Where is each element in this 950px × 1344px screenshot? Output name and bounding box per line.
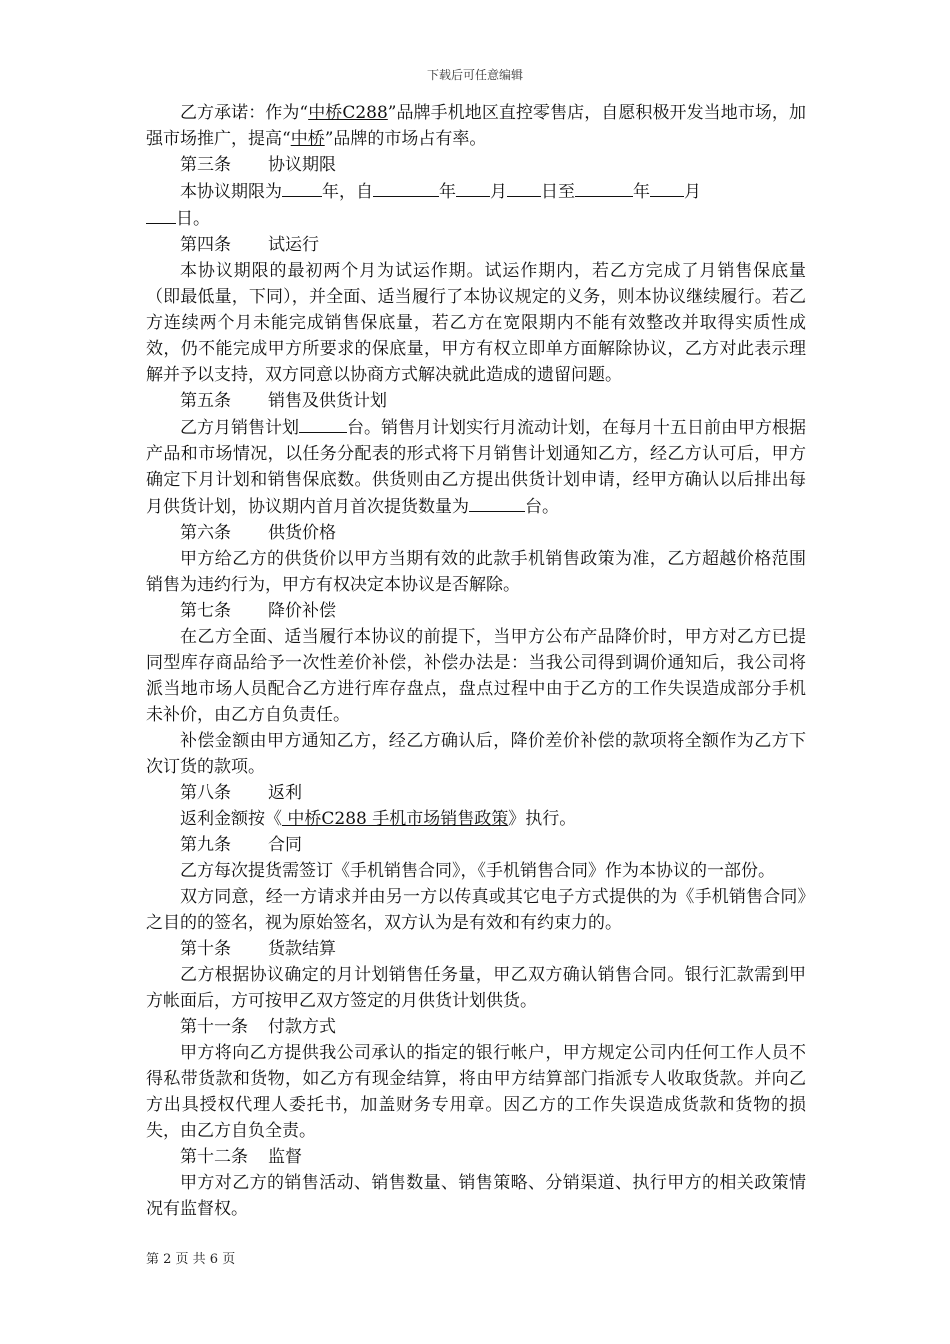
article-number: 第十二条 <box>180 1147 248 1167</box>
blank-field <box>456 178 490 197</box>
commitment-text: ”品牌手机地区直控零售店，自愿积极开发当地市场，加强市场推广，提高“ <box>146 103 806 149</box>
article-text: 返利金额按《 <box>180 809 282 829</box>
article-title: 货款结算 <box>268 939 336 959</box>
article-text: 月 <box>490 182 507 202</box>
article-heading <box>146 780 806 806</box>
article-heading <box>146 1144 806 1170</box>
article-heading <box>146 388 806 414</box>
article-text: 日至 <box>541 182 575 202</box>
article-text: 台。销售月计划实行月流动计划，在每月十五日前由甲方根据产品和市场情况，以任务分配表的形式将下月销售计划通知乙方，经乙方认可后，甲方确定下月计划和销售保底数。供货则由乙方提出供货计划申请，经甲方确认以后排出每月供货计划，协议期内首月首次提货数量为 <box>146 418 806 517</box>
article-number: 第三条 <box>180 155 231 175</box>
article-paragraph: 在乙方全面、适当履行本协议的前提下，当甲方公布产品降价时，甲方对乙方已提同型库存商品给予一次性差价补偿，补偿办法是：当我公司得到调价通知后，我公司将派当地市场人员配合乙方进行库存盘点，盘点过程中由于乙方的工作失误造成部分手机未补价，由乙方自负责任。 <box>146 627 806 725</box>
document-body <box>146 100 806 1222</box>
article-paragraph: 补偿金额由甲方通知乙方，经乙方确认后，降价差价补偿的款项将全额作为乙方下次订货的款项。 <box>146 731 806 777</box>
article-paragraph: 双方同意，经一方请求并由另一方以传真或其它电子方式提供的为《手机销售合同》之目的的签名，视为原始签名，双方认为是有效和有约束力的。 <box>146 887 806 933</box>
article-paragraph: 甲方对乙方的销售活动、销售数量、销售策略、分销渠道、执行甲方的相关政策情况有监督权。 <box>146 1173 806 1219</box>
brand-name: 中桥 <box>290 129 325 149</box>
article-text: 》执行。 <box>508 809 577 829</box>
article-paragraph: 甲方将向乙方提供我公司承认的指定的银行帐户，甲方规定公司内任何工作人员不得私带货款和货物，如乙方有现金结算，将由甲方结算部门指派专人收取货款。并向乙方出具授权代理人委托书，加盖财务专用章。因乙方的工作失误造成货款和货物的损失，由乙方自负全责。 <box>146 1043 806 1141</box>
article-number: 第七条 <box>180 601 231 621</box>
article-number: 第五条 <box>180 391 231 411</box>
commitment-text: 乙方承诺：作为“ <box>180 103 309 123</box>
article-number: 第十条 <box>180 939 231 959</box>
blank-field <box>146 205 176 224</box>
article-text: 本协议期限为 <box>180 182 282 202</box>
article-paragraph: 乙方根据协议确定的月计划销售任务量，甲乙双方确认销售合同。银行汇款需到甲方帐面后，方可按甲乙双方签定的月供货计划供货。 <box>146 965 806 1011</box>
article-title: 返利 <box>268 783 302 803</box>
page-header: 下载后可任意编辑 <box>426 68 523 82</box>
article-text: 年 <box>439 182 456 202</box>
article-heading <box>146 1014 806 1040</box>
article-text: 年，自 <box>322 182 373 202</box>
article-text: 年 <box>633 182 650 202</box>
policy-name: 中桥C288 手机市场销售政策 <box>282 809 509 829</box>
article-paragraph: 本协议期限的最初两个月为试运作期。试运作期内，若乙方完成了月销售保底量（即最低量，下同），并全面、适当履行了本协议规定的义务，则本协议继续履行。若乙方连续两个月未能完成销售保底量，若乙方在宽限期内不能有效整改并取得实质性成效，仍不能完成甲方所要求的保底量，甲方有权立即单方面解除协议，乙方对此表示理解并予以支持，双方同意以协商方式解决就此造成的遗留问题。 <box>146 261 806 385</box>
blank-field <box>373 178 439 197</box>
article-title: 销售及供货计划 <box>268 391 387 411</box>
article-number: 第八条 <box>180 783 231 803</box>
article-text: 台。 <box>525 497 559 517</box>
article-paragraph: 甲方给乙方的供货价以甲方当期有效的此款手机销售政策为准，乙方超越价格范围销售为违约行为，甲方有权决定本协议是否解除。 <box>146 549 806 595</box>
article-title: 协议期限 <box>268 155 336 175</box>
article-title: 监督 <box>268 1147 302 1167</box>
article-text: 月 <box>684 182 701 202</box>
article-number: 第四条 <box>180 235 231 255</box>
article-heading <box>146 936 806 962</box>
article-heading <box>146 520 806 546</box>
blank-field <box>650 178 684 197</box>
article-text: 乙方月销售计划 <box>180 418 299 438</box>
article-paragraph: 乙方每次提货需签订《手机销售合同》，《手机销售合同》作为本协议的一部份。 <box>180 861 775 881</box>
article-number: 第九条 <box>180 835 231 855</box>
article-paragraph <box>146 178 806 232</box>
article-heading <box>146 232 806 258</box>
commitment-text: ”品牌的市场占有率。 <box>324 129 487 149</box>
article-paragraph <box>146 806 806 832</box>
article-number: 第六条 <box>180 523 231 543</box>
article-text: 日。 <box>176 209 210 229</box>
article-title: 供货价格 <box>268 523 336 543</box>
article-title: 合同 <box>268 835 302 855</box>
article-paragraph <box>146 414 806 520</box>
article-heading <box>146 832 806 858</box>
blank-field <box>469 493 525 512</box>
article-heading <box>146 152 806 178</box>
blank-field <box>507 178 541 197</box>
blank-field <box>299 414 347 433</box>
article-title: 降价补偿 <box>268 601 336 621</box>
blank-field <box>282 178 322 197</box>
commitment-paragraph <box>146 100 806 152</box>
article-title: 试运行 <box>268 235 319 255</box>
brand-name: 中桥C288 <box>308 103 388 123</box>
blank-field <box>575 178 633 197</box>
page-footer: 第 2 页 共 6 页 <box>146 1252 236 1267</box>
article-number: 第十一条 <box>180 1017 248 1037</box>
article-heading <box>146 598 806 624</box>
article-title: 付款方式 <box>268 1017 336 1037</box>
